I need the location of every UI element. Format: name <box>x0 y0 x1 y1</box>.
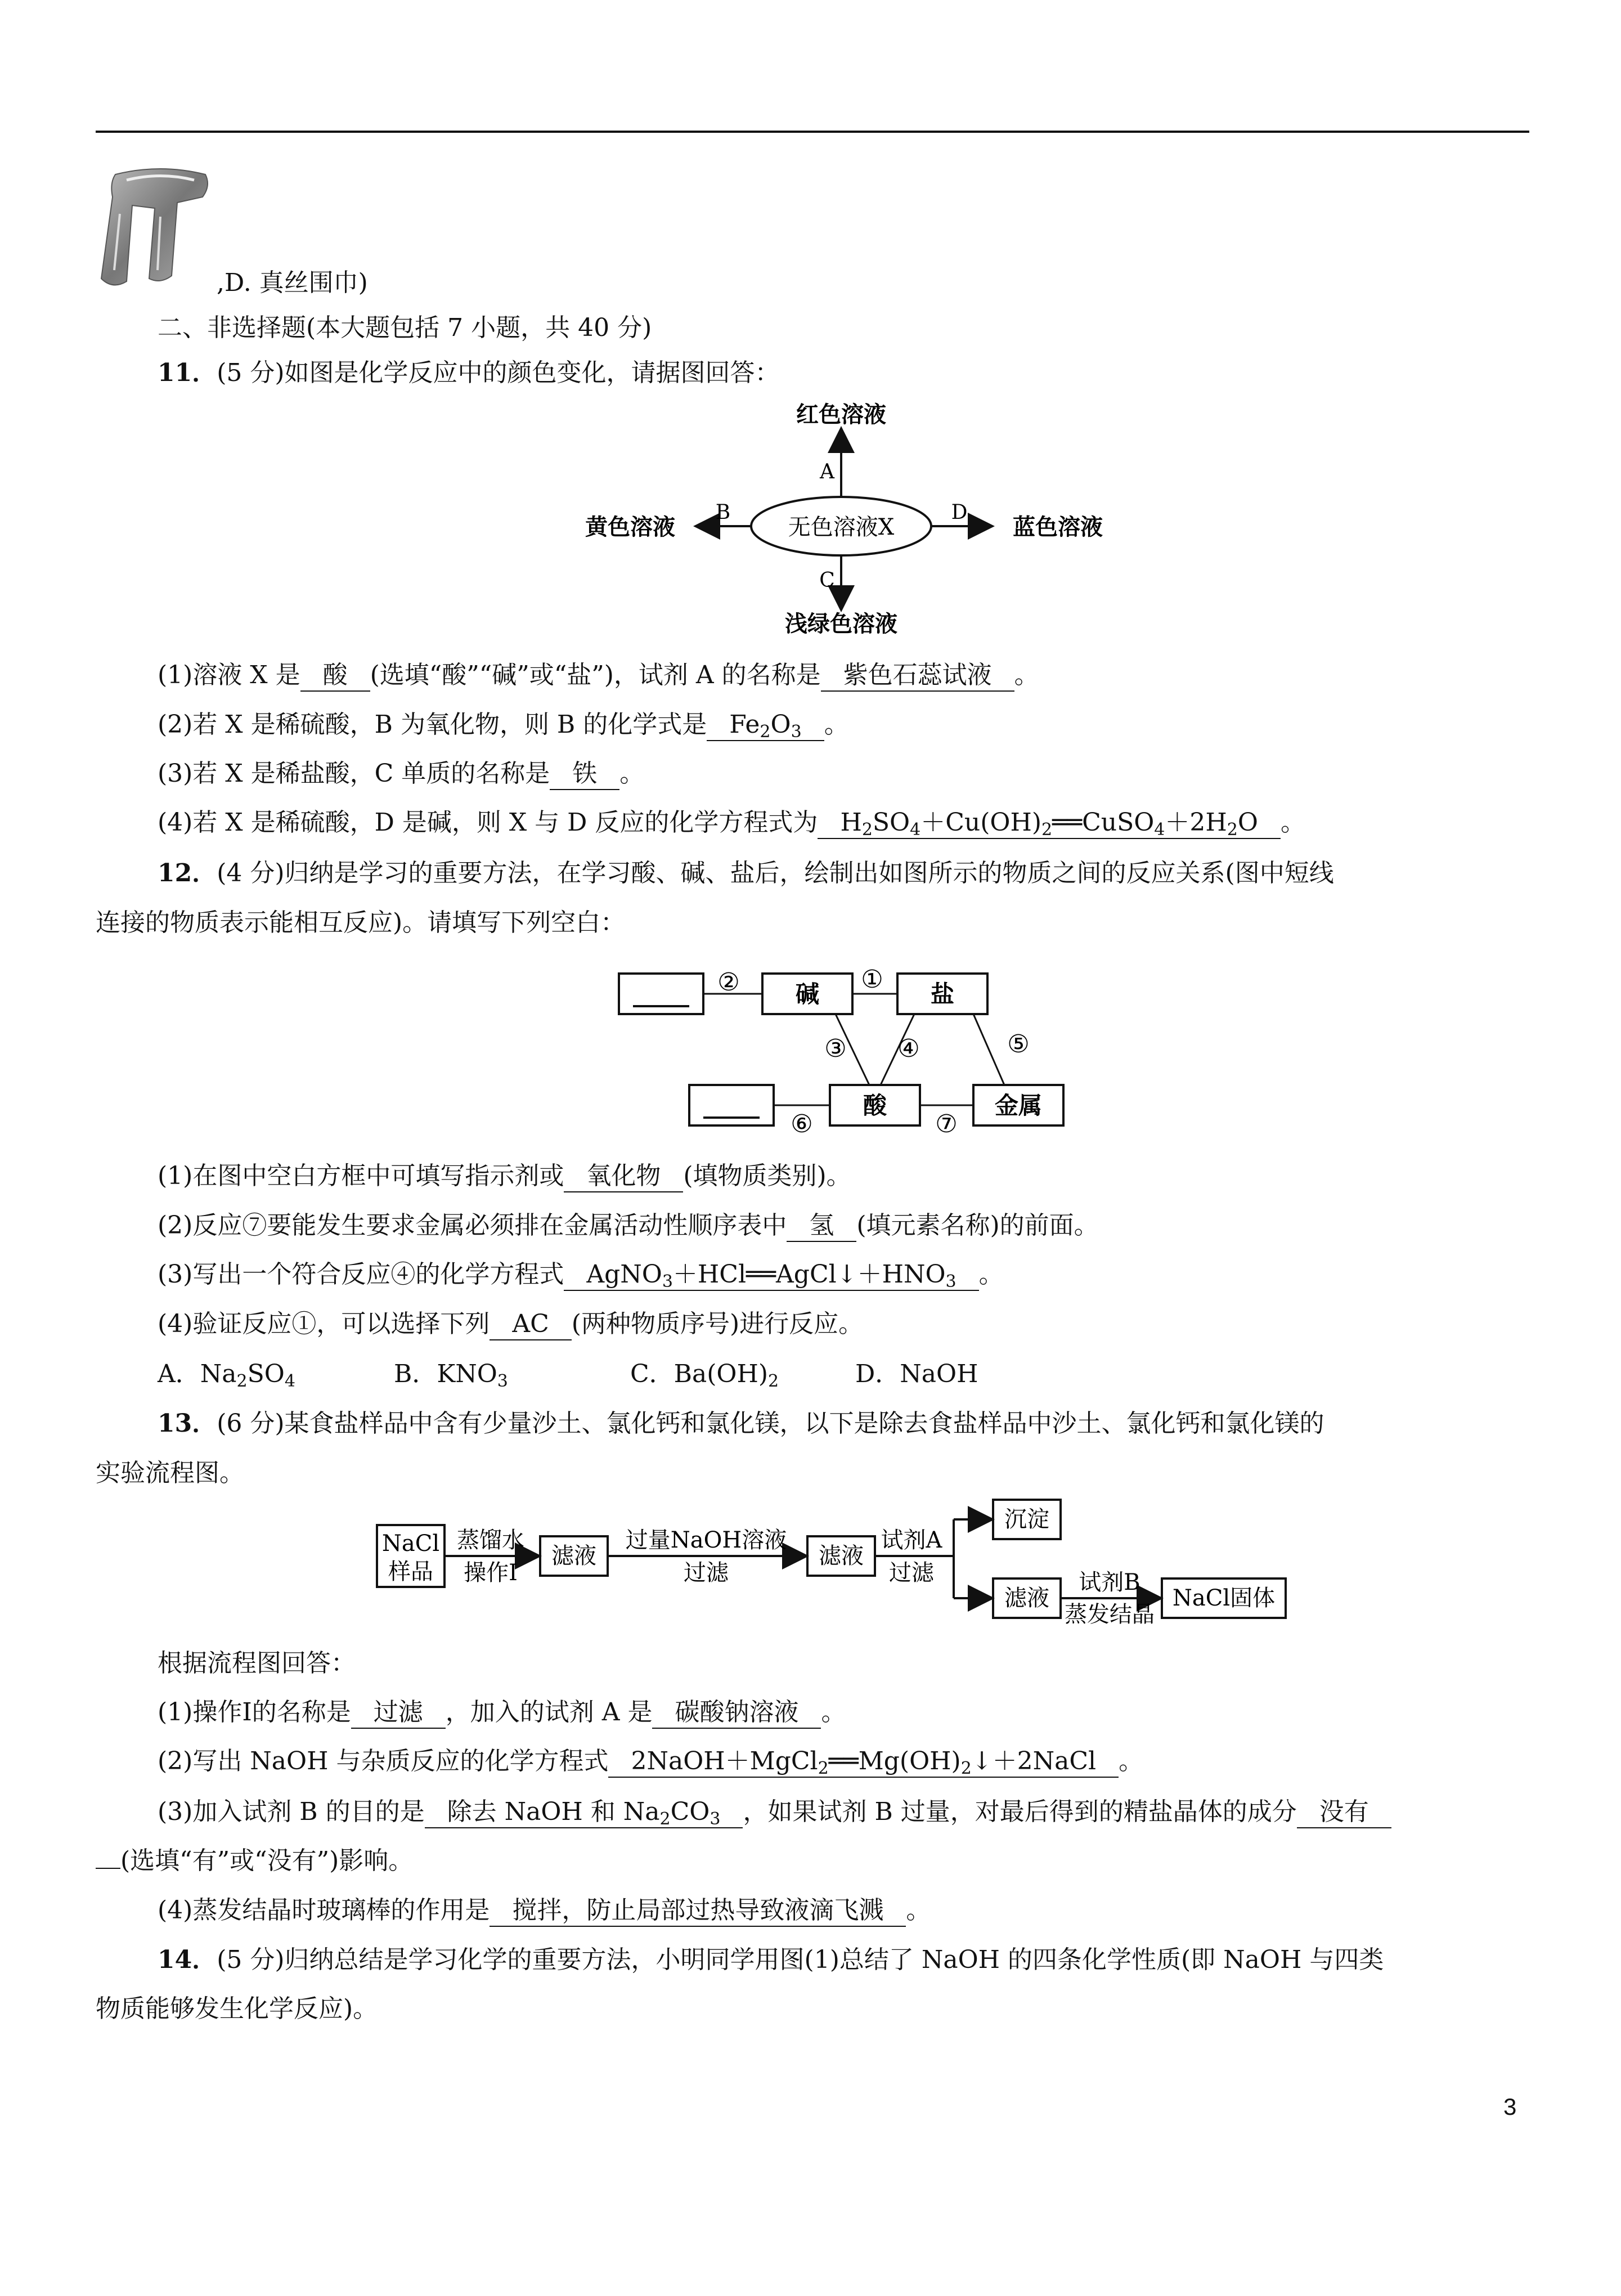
answer-blank: 碳酸钠溶液 <box>652 1697 821 1729</box>
svg-text:⑥: ⑥ <box>791 1110 813 1138</box>
answer-blank <box>96 1868 120 1869</box>
svg-text:滤液: 滤液 <box>819 1543 864 1569</box>
answer-blank: $H_2SO_4+Cu(OH)_2══CuSO_4+2H_2O$ <box>818 808 1281 839</box>
q14-stem-2: 物质能够发生化学反应)。 <box>96 1994 378 2023</box>
q13-part4: (4)蒸发结晶时玻璃棒的作用是 搅拌，防止局部过热导致液滴飞溅 。 <box>158 1894 931 1927</box>
q13-flow-chart <box>371 1497 1317 1632</box>
svg-text:试剂B: 试剂B <box>1079 1569 1140 1595</box>
label-a: A <box>820 460 834 483</box>
svg-text:滤液: 滤液 <box>1004 1585 1049 1611</box>
answer-blank: 搅拌，防止局部过热导致液滴飞溅 <box>490 1895 906 1927</box>
q14-stem-1: 14．(5 分)归纳总结是学习化学的重要方法，小明同学用图(1)总结了 NaOH 的四条化学性质(即 NaOH 与四类 <box>158 1945 1384 1974</box>
svg-text:⑦: ⑦ <box>935 1110 958 1138</box>
q12-stem-1: 12．(4 分)归纳是学习的重要方法，在学习酸、碱、盐后，绘制出如图所示的物质之间的反应关系(图中短线 <box>158 859 1334 887</box>
base-label: 碱 <box>795 980 820 1008</box>
svg-text:样品: 样品 <box>388 1559 433 1585</box>
acid-label: 酸 <box>863 1092 887 1119</box>
answer-blank: $AgNO_3+HCl══AgCl↓+HNO_3$ <box>564 1259 978 1291</box>
svg-text:过量NaOH溶液: 过量NaOH溶液 <box>625 1527 787 1553</box>
svg-text:NaCl: NaCl <box>381 1531 440 1557</box>
svg-text:蒸馏水: 蒸馏水 <box>457 1527 524 1553</box>
blank-box-bottom <box>689 1085 774 1125</box>
svg-text:⑤: ⑤ <box>1007 1030 1030 1059</box>
svg-text:③: ③ <box>824 1034 847 1063</box>
q12-stem-2: 连接的物质表示能相互反应)。请填写下列空白： <box>96 908 626 937</box>
blank-box-top <box>619 974 703 1014</box>
option-a: A．$Na_2SO_4$ <box>158 1360 295 1391</box>
top-red-solution: 红色溶液 <box>796 401 886 428</box>
svg-text:④: ④ <box>897 1034 920 1063</box>
svg-text:NaCl固体: NaCl固体 <box>1172 1585 1276 1611</box>
metal-label: 金属 <box>994 1092 1043 1119</box>
q11-color-diagram <box>563 400 1153 653</box>
q11-part1: (1)溶液 X 是 酸 (选填“酸”“碱”或“盐”)，试剂 A 的名称是 紫色石蕊试液 。 <box>158 658 1039 692</box>
q13-stem-1: 13．(6 分)某食盐样品中含有少量沙土、氯化钙和氯化镁，以下是除去食盐样品中沙土、氯化钙和氯化镁的 <box>158 1409 1324 1438</box>
left-yellow-solution: 黄色溶液 <box>585 514 675 540</box>
section-title: 二、非选择题(本大题包括 7 小题，共 40 分) <box>158 313 652 342</box>
q11-part4: (4)若 X 是稀硫酸，D 是碱，则 X 与 D 反应的化学方程式为 $H_2SO_4+Cu(OH)_2══CuSO_4+2H_2O$ 。 <box>158 808 1305 840</box>
page-number: 3 <box>1503 2093 1517 2120</box>
right-blue-solution: 蓝色溶液 <box>1013 514 1103 540</box>
bottom-green-solution: 浅绿色溶液 <box>785 611 897 637</box>
option-c: C．$Ba(OH)_2$ <box>630 1360 779 1391</box>
svg-text:蒸发结晶: 蒸发结晶 <box>1065 1602 1155 1627</box>
answer-blank: $2NaOH+MgCl_2══Mg(OH)_2↓+2NaCl$ <box>608 1746 1119 1778</box>
q13-part1: (1)操作Ⅰ的名称是 过滤 ，加入的试剂 A 是 碳酸钠溶液 。 <box>158 1696 846 1729</box>
label-b: B <box>715 501 731 524</box>
answer-blank: $Fe_2O_3$ <box>707 710 824 741</box>
svg-text:滤液: 滤液 <box>551 1543 596 1569</box>
q12-part2: (2)反应⑦要能发生要求金属必须排在金属活动性顺序表中 氢 (填元素名称)的前面。 <box>158 1209 1099 1243</box>
answer-blank: 氧化物 <box>564 1161 683 1192</box>
option-b: B．$KNO_3$ <box>394 1360 508 1391</box>
prev-option-d: ,D. 真丝围巾) <box>217 268 368 297</box>
svg-text:过滤: 过滤 <box>684 1560 729 1586</box>
svg-text:②: ② <box>717 968 740 997</box>
svg-text:沉淀: 沉淀 <box>1004 1506 1049 1532</box>
answer-blank: 没有 <box>1297 1797 1391 1828</box>
answer-blank: 铁 <box>550 759 619 790</box>
silk-scarf-image <box>93 163 228 293</box>
q11-stem: 11．(5 分)如图是化学反应中的颜色变化，请据图回答： <box>158 358 780 387</box>
svg-text:试剂A: 试剂A <box>881 1527 942 1553</box>
answer-blank: 过滤 <box>351 1697 446 1729</box>
svg-text:①: ① <box>861 965 883 994</box>
q11-part2: (2)若 X 是稀硫酸，B 为氧化物，则 B 的化学式是 $Fe_2O_3$ 。 <box>158 710 849 742</box>
answer-blank: AC <box>490 1309 571 1340</box>
svg-text:操作Ⅰ: 操作Ⅰ <box>464 1560 518 1586</box>
answer-blank: 酸 <box>300 660 370 692</box>
answer-blank: 紫色石蕊试液 <box>821 660 1014 692</box>
label-c: C <box>819 569 835 592</box>
option-d: D．NaOH <box>855 1360 978 1388</box>
label-d: D <box>951 501 968 524</box>
center-label: 无色溶液X <box>788 514 895 540</box>
answer-blank: 除去 NaOH 和 $Na_2CO_3$ <box>425 1797 743 1828</box>
q12-part4: (4)验证反应①，可以选择下列 AC (两种物质序号)进行反应。 <box>158 1307 863 1341</box>
q13-part3-cont: (选填“有”或“没有”)影响。 <box>96 1844 413 1878</box>
q12-part3: (3)写出一个符合反应④的化学方程式 $AgNO_3+HCl══AgCl↓+HNO_3$ 。 <box>158 1260 1004 1292</box>
q13-part2: (2)写出 NaOH 与杂质反应的化学方程式 $2NaOH+MgCl_2══Mg(OH)_2↓+2NaCl$ 。 <box>158 1747 1144 1778</box>
header-rule <box>96 131 1529 133</box>
salt-label: 盐 <box>930 980 955 1008</box>
q12-relation-diagram <box>613 957 1097 1148</box>
q12-part1: (1)在图中空白方框中可填写指示剂或 氧化物 (填物质类别)。 <box>158 1159 851 1193</box>
q13-part3: (3)加入试剂 B 的目的是 除去 NaOH 和 $Na_2CO_3$ ，如果试剂 B 过量，对最后得到的精盐晶体的成分 没有 <box>158 1795 1391 1829</box>
q13-stem-2: 实验流程图。 <box>96 1459 244 1487</box>
q11-part3: (3)若 X 是稀盐酸，C 单质的名称是 铁 。 <box>158 757 644 791</box>
answer-blank: 氢 <box>787 1210 856 1242</box>
q13-intro: 根据流程图回答： <box>158 1649 356 1678</box>
q12-options <box>158 1357 978 1391</box>
svg-text:过滤: 过滤 <box>889 1560 934 1586</box>
